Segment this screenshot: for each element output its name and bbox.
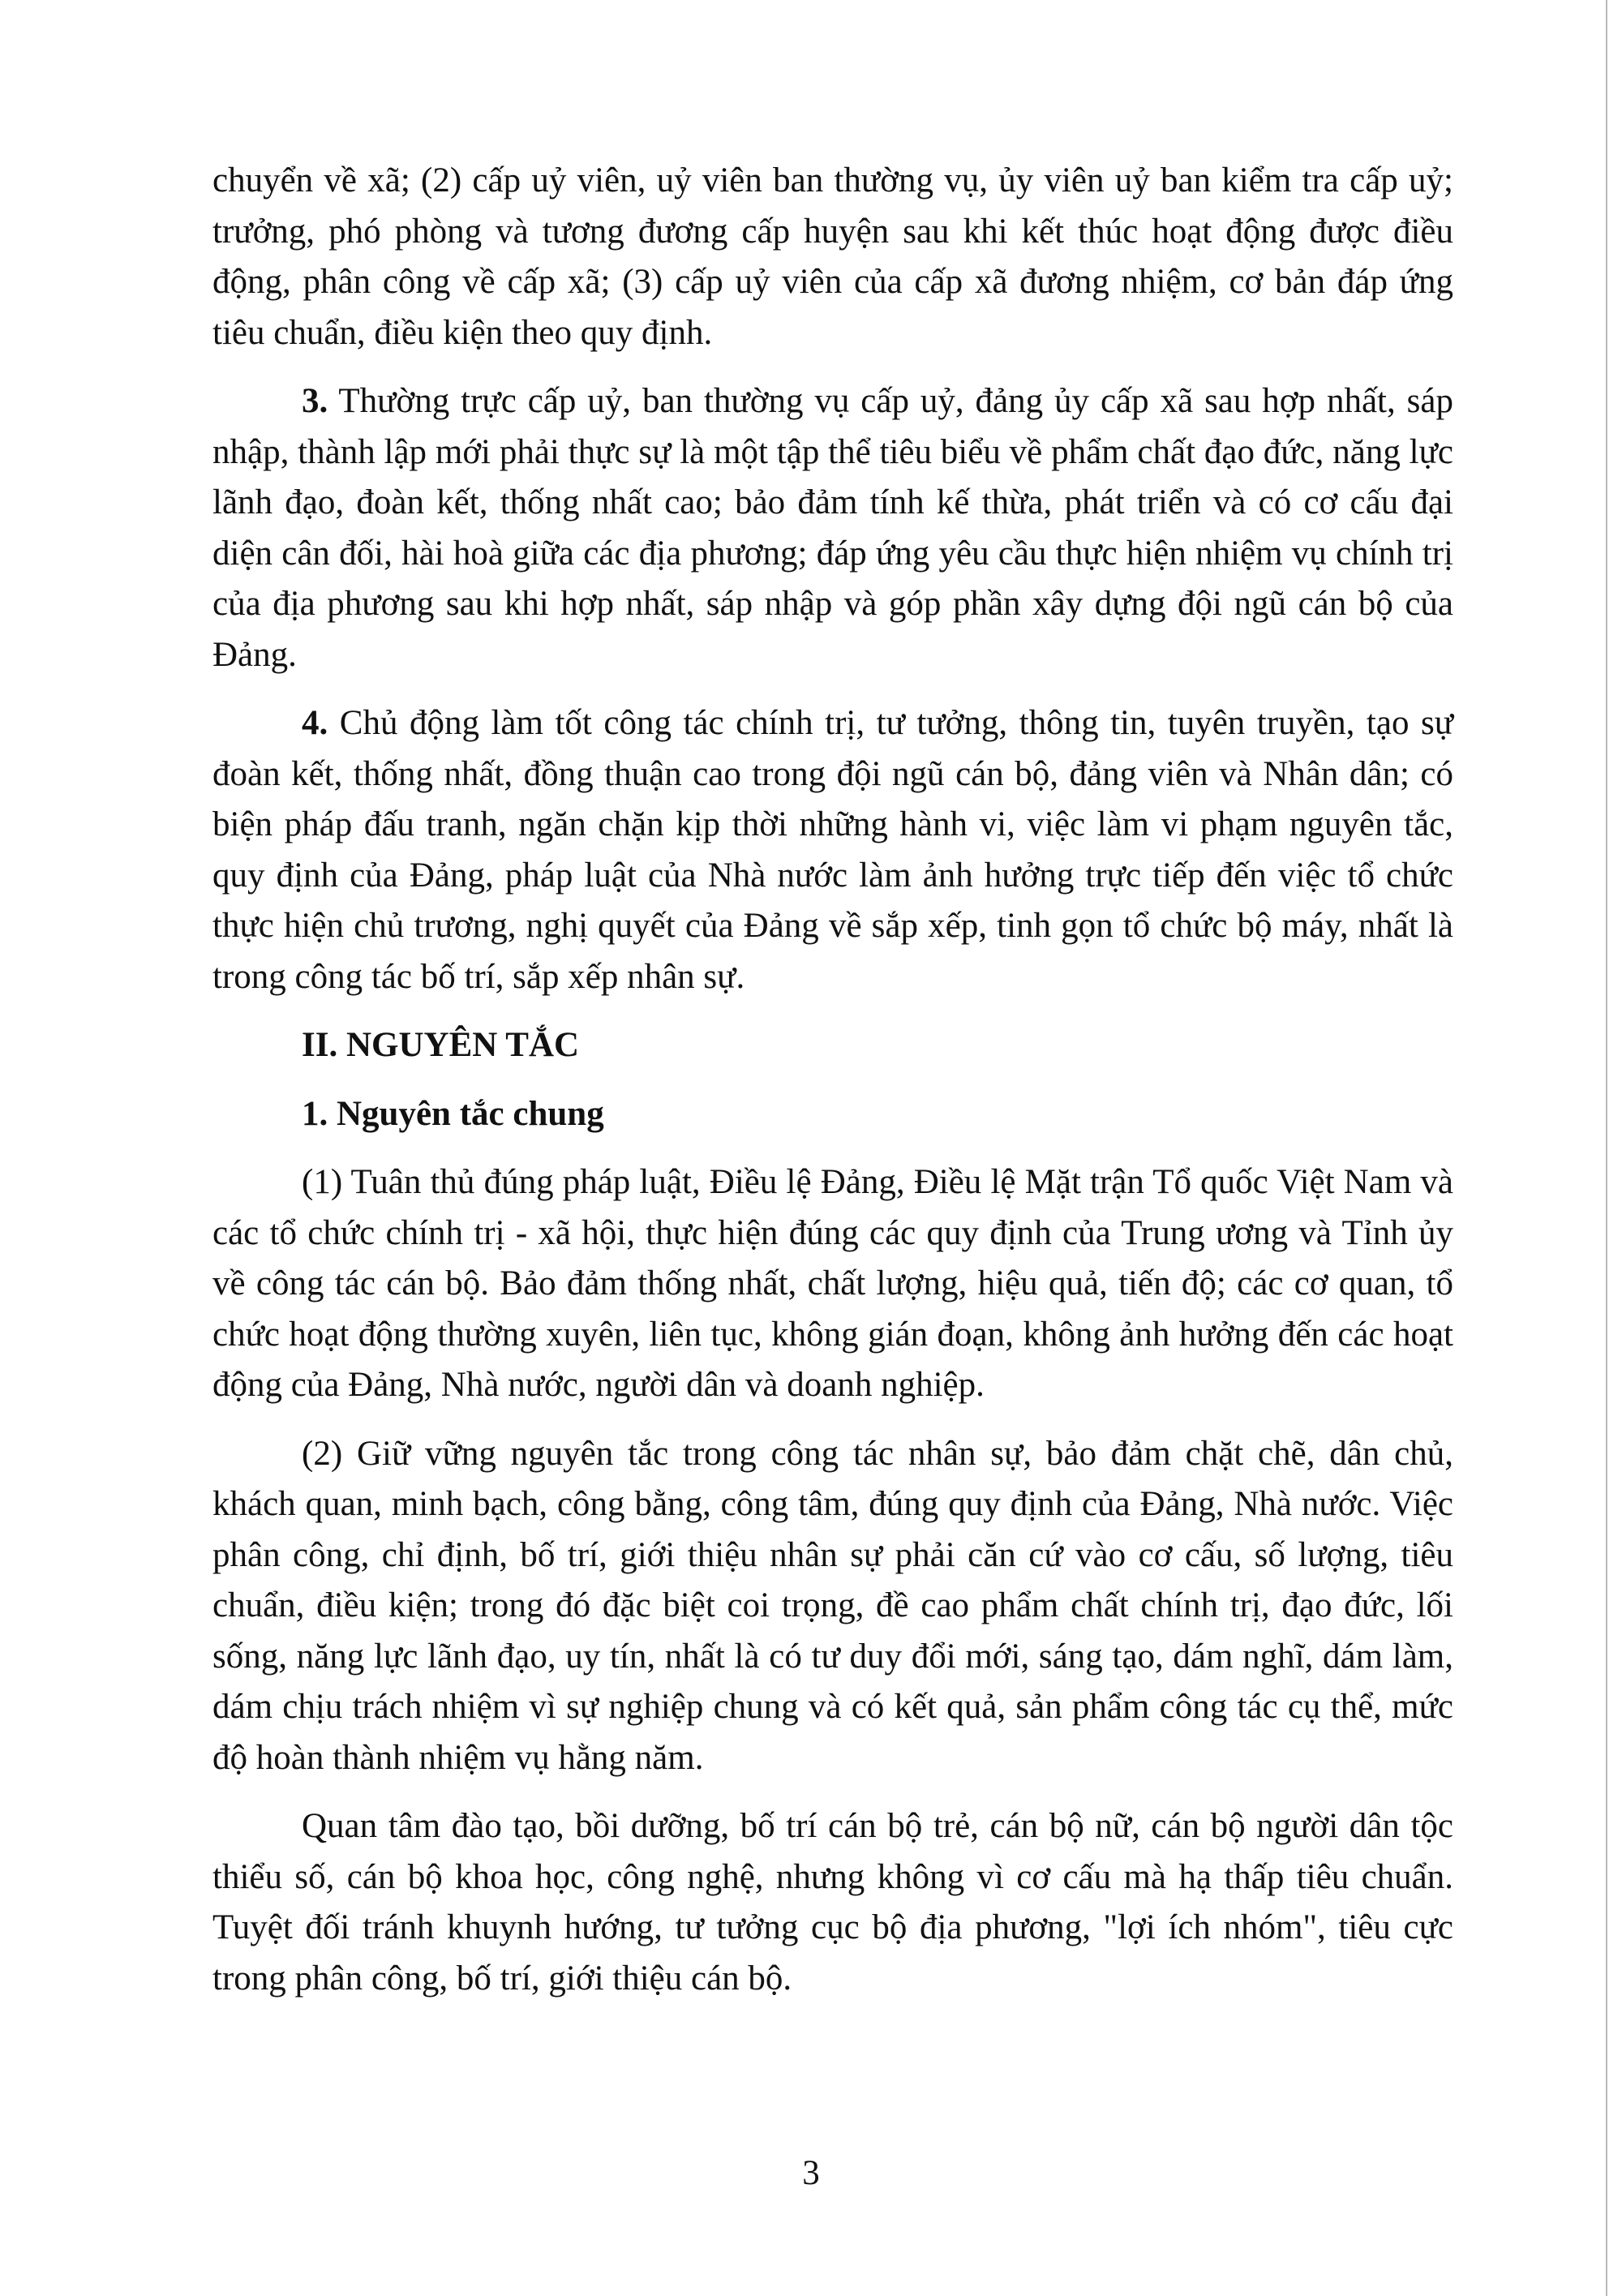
item-4-paragraph bbox=[212, 698, 1453, 1002]
principle-2-extra-paragraph: Quan tâm đào tạo, bồi dưỡng, bố trí cán bộ trẻ, cán bộ nữ, cán bộ người dân tộc thiểu số, cán bộ khoa học, công nghệ, nhưng không vì cơ cấu mà hạ thấp tiêu chuẩn. Tuyệt đối tránh khuynh hướng, tư tưởng cục bộ địa phương, "lợi ích nhóm", tiêu cực trong phân công, bố trí, giới thiệu cán bộ. bbox=[212, 1807, 1453, 1998]
principle-1-paragraph: (1) Tuân thủ đúng pháp luật, Điều lệ Đảng, Điều lệ Mặt trận Tổ quốc Việt Nam và các tổ chức chính trị - xã hội, thực hiện đúng các quy định của Trung ương và Tỉnh ủy về công tác cán bộ. Bảo đảm thống nhất, chất lượng, hiệu quả, tiến độ; các cơ quan, tổ chức hoạt động thường xuyên, liên tục, không gián đoạn, không ảnh hưởng đến các hoạt động của Đảng, Nhà nước, người dân và doanh nghiệp. bbox=[212, 1163, 1453, 1404]
scan-edge-line bbox=[1606, 0, 1607, 2296]
item-3-number: 3. bbox=[302, 382, 328, 420]
continued-paragraph: chuyển về xã; (2) cấp uỷ viên, uỷ viên ban thường vụ, ủy viên uỷ ban kiểm tra cấp uỷ; trưởng, phó phòng và tương đương cấp huyện sau khi kết thúc hoạt động được điều động, phân công về cấp xã; (3) cấp uỷ viên của cấp xã đương nhiệm, cơ bản đáp ứng tiêu chuẩn, điều kiện theo quy định. bbox=[212, 161, 1453, 352]
page-number: 3 bbox=[802, 2154, 820, 2192]
item-4-text: Chủ động làm tốt công tác chính trị, tư tưởng, thông tin, tuyên truyền, tạo sự đoàn kết, thống nhất, đồng thuận cao trong đội ngũ cán bộ, đảng viên và Nhân dân; có biện pháp đấu tranh, ngăn chặn kịp thời những hành vi, việc làm vi phạm nguyên tắc, quy định của Đảng, pháp luật của Nhà nước làm ảnh hưởng trực tiếp đến việc tổ chức thực hiện chủ trương, nghị quyết của Đảng về sắp xếp, tinh gọn tổ chức bộ máy, nhất là trong công tác bố trí, sắp xếp nhân sự. bbox=[212, 704, 1453, 996]
principle-2-paragraph: (2) Giữ vững nguyên tắc trong công tác nhân sự, bảo đảm chặt chẽ, dân chủ, khách quan, minh bạch, công bằng, công tâm, đúng quy định của Đảng, Nhà nước. Việc phân công, chỉ định, bố trí, giới thiệu nhân sự phải căn cứ vào cơ cấu, số lượng, tiêu chuẩn, điều kiện; trong đó đặc biệt coi trọng, đề cao phẩm chất chính trị, đạo đức, lối sống, năng lực lãnh đạo, uy tín, nhất là có tư duy đổi mới, sáng tạo, dám nghĩ, dám làm, dám chịu trách nhiệm vì sự nghiệp chung và có kết quả, sản phẩm công tác cụ thể, mức độ hoàn thành nhiệm vụ hằng năm. bbox=[212, 1434, 1453, 1777]
subsection-heading: 1. Nguyên tắc chung bbox=[302, 1094, 604, 1133]
item-4-number: 4. bbox=[302, 704, 328, 742]
item-3-text: Thường trực cấp uỷ, ban thường vụ cấp uỷ, đảng ủy cấp xã sau hợp nhất, sáp nhập, thành lập mới phải thực sự là một tập thể tiêu biểu về phẩm chất đạo đức, năng lực lãnh đạo, đoàn kết, thống nhất cao; bảo đảm tính kế thừa, phát triển và có cơ cấu đại diện cân đối, hài hoà giữa các địa phương; đáp ứng yêu cầu thực hiện nhiệm vụ chính trị của địa phương sau khi hợp nhất, sáp nhập và góp phần xây dựng đội ngũ cán bộ của Đảng. bbox=[212, 382, 1453, 674]
item-3-paragraph bbox=[212, 376, 1453, 680]
section-heading: II. NGUYÊN TẮC bbox=[302, 1026, 580, 1064]
document-body bbox=[212, 156, 1453, 2022]
